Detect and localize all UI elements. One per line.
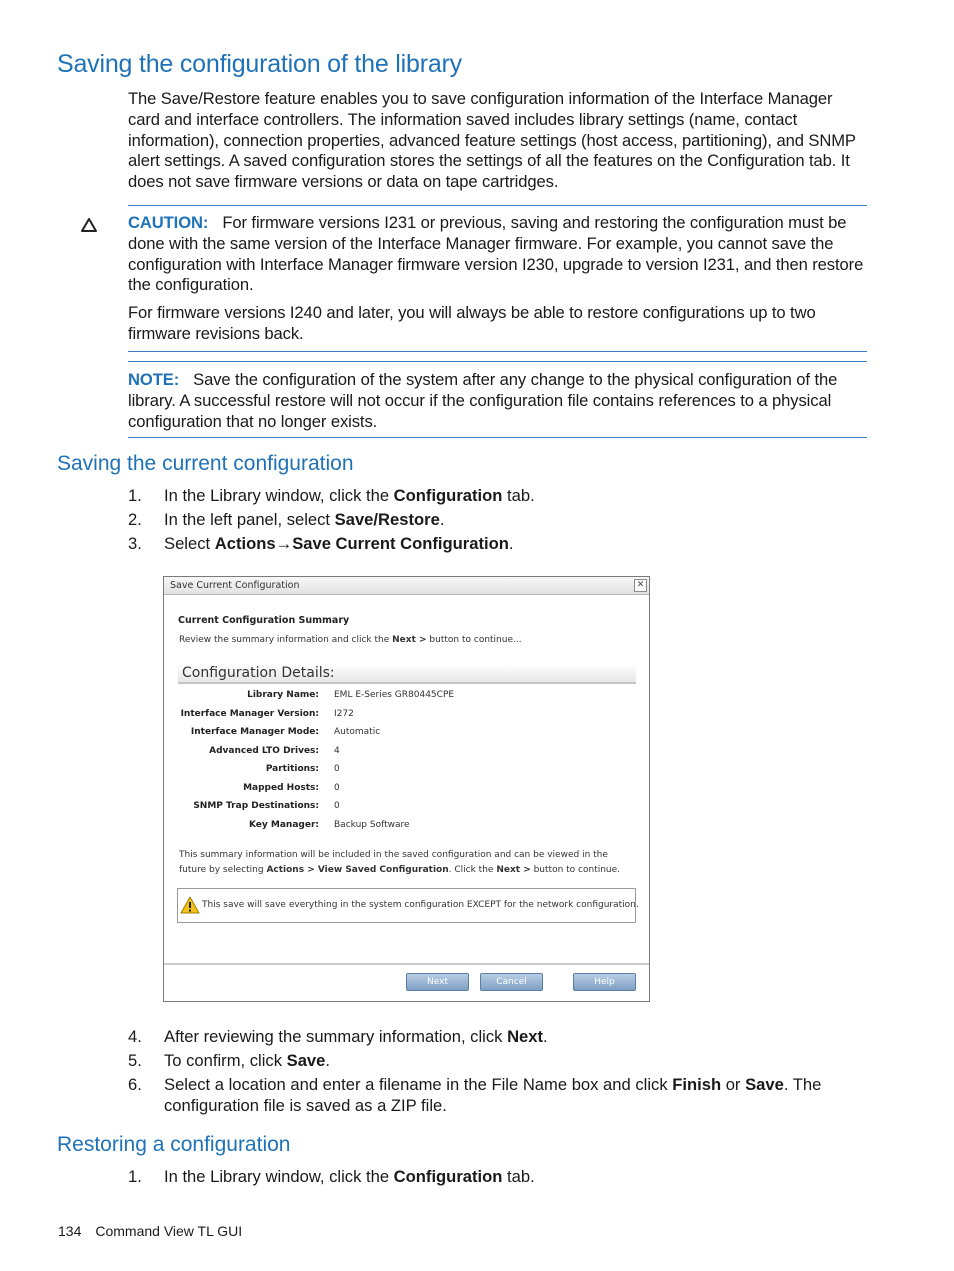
button-bar-separator: [164, 963, 649, 965]
detail-row: Key Manager: Backup Software: [248, 820, 410, 830]
caution-bottom-rule: [128, 351, 867, 352]
detail-row: Mapped Hosts: 0: [243, 783, 340, 793]
page-footer: [58, 1223, 242, 1239]
caution-paragraph: [128, 213, 868, 296]
footer-text: Command View TL GUI: [95, 1223, 243, 1239]
saving-steps-list-continued: [128, 1027, 868, 1120]
caution-paragraph-2: For firmware versions I240 and later, you will always be able to restore configurations up to two firmware revisions back.: [128, 303, 816, 343]
list-item: 3. Select Actions→Save Current Configuration.: [128, 533, 514, 553]
note-label: NOTE:: [128, 370, 180, 389]
saving-steps-list: [128, 486, 868, 558]
detail-row: Advanced LTO Drives: 4: [209, 746, 340, 756]
caution-label: CAUTION:: [128, 213, 209, 232]
dialog-title: Save Current Configuration: [170, 580, 300, 591]
summary-note: This summary information will be included in the saved configuration and can be viewed in the future by selecting Actions > View Saved Configuration. Click the Next > button to continue.: [179, 850, 621, 875]
next-button[interactable]: Next: [406, 973, 469, 991]
summary-heading: Current Configuration Summary: [178, 615, 350, 626]
summary-help-text: Review the summary information and click the Next > button to continue...: [179, 635, 522, 645]
caution-text: For firmware versions I231 or previous, saving and restoring the configuration must be done with the same version of the Interface Manager firmware. For example, you cannot save the configuration with Interface Manager firmware version I230, upgrade to version I231, and then restore the configuration.: [128, 213, 864, 295]
detail-row: Interface Manager Mode: Automatic: [190, 727, 381, 737]
detail-row: SNMP Trap Destinations: 0: [193, 801, 340, 811]
note-bottom-rule: [128, 437, 867, 438]
list-item: 6. Select a location and enter a filename in the File Name box and click Finish or Save. The configuration file is saved as a ZIP file.: [128, 1074, 822, 1115]
dialog-titlebar: [164, 577, 649, 595]
intro-paragraph: The Save/Restore feature enables you to save configuration information of the Interface Manager card and interface controllers. The information saved includes library settings (name, contact information), connection properties, advanced feature settings (host access, partitioning), and SNMP alert settings. A saved configuration stores the settings of all the features on the Configuration tab. It does not save firmware versions or data on tape cartridges.: [128, 89, 856, 192]
help-button[interactable]: Help: [573, 973, 636, 991]
list-item: 2. In the left panel, select Save/Restore.: [128, 509, 445, 529]
detail-row: Library Name: EML E-Series GR80445CPE: [247, 690, 455, 700]
warning-box: [177, 888, 639, 923]
detail-row: Partitions: 0: [265, 764, 340, 774]
list-item: 1. In the Library window, click the Configuration tab.: [128, 486, 535, 505]
note-top-rule: [128, 361, 867, 362]
close-icon[interactable]: ✕: [634, 579, 647, 592]
page-title: Saving the configuration of the library: [57, 50, 462, 78]
section-heading-saving: Saving the current configuration: [57, 452, 354, 475]
note-text: Save the configuration of the system after any change to the physical configuration of the library. A successful restore will not occur if the configuration file contains references to a physical configuration that no longer exists.: [128, 370, 838, 431]
warning-icon: [180, 896, 200, 914]
cancel-button[interactable]: Cancel: [480, 973, 543, 991]
detail-row: Interface Manager Version: I272: [180, 709, 354, 719]
page-number: 134: [58, 1223, 82, 1239]
note-paragraph: [128, 370, 868, 432]
warning-text: This save will save everything in the system configuration EXCEPT for the network configuration.: [202, 900, 639, 910]
list-item: 4. After reviewing the summary information, click Next.: [128, 1027, 548, 1046]
section-heading-restoring: Restoring a configuration: [57, 1133, 291, 1156]
list-item: 5. To confirm, click Save.: [128, 1050, 331, 1070]
caution-icon: [80, 217, 98, 233]
list-item: 1. In the Library window, click the Configuration tab.: [128, 1167, 535, 1186]
save-config-dialog: [163, 576, 650, 1002]
restoring-steps-list: [128, 1167, 868, 1191]
details-heading: Configuration Details:: [178, 664, 636, 684]
caution-top-rule: [128, 205, 867, 206]
